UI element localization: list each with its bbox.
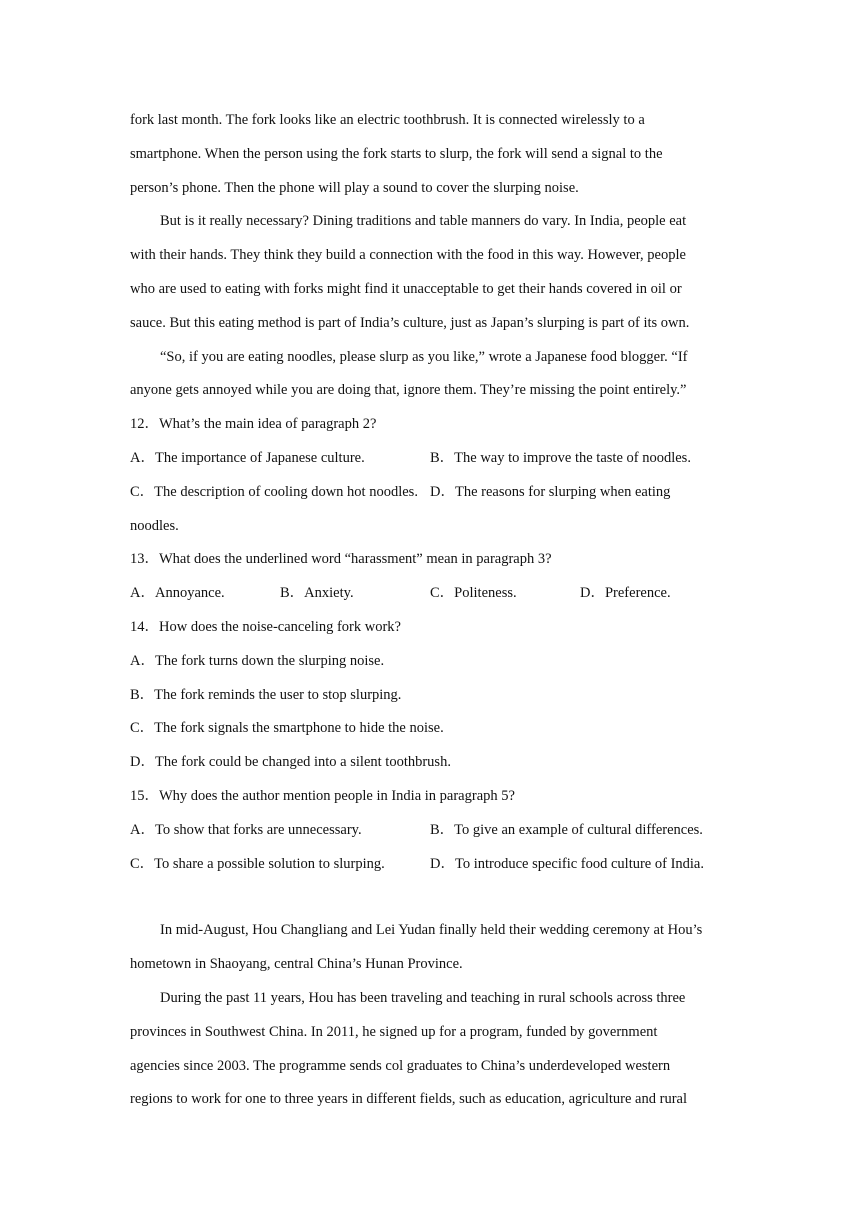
option-c: C．The fork signals the smartphone to hide the noise. <box>130 720 444 737</box>
options-row <box>130 476 730 510</box>
option-d: D．The reasons for slurping when eating <box>430 483 671 500</box>
question-14 <box>130 611 730 780</box>
option-d: D．Preference. <box>580 585 671 602</box>
text-line: smartphone. When the person using the fork starts to slurp, the fork will send a signal to the <box>130 145 663 162</box>
question-stem: 13．What does the underlined word “harassment” mean in paragraph 3? <box>130 551 552 568</box>
passage2-paragraph-1 <box>130 914 730 982</box>
text-line: agencies since 2003. The programme sends col graduates to China’s underdeveloped western <box>130 1057 671 1074</box>
passage1-paragraph-1 <box>130 104 730 205</box>
option-d: D．To introduce specific food culture of India. <box>430 855 704 872</box>
options-row <box>130 814 730 848</box>
option-d: D．The fork could be changed into a silent toothbrush. <box>130 754 451 771</box>
option-a: A．Annoyance. <box>130 585 225 602</box>
text-line: “So, if you are eating noodles, please slurp as you like,” wrote a Japanese food blogger. “If <box>160 348 688 365</box>
options-row <box>130 848 730 882</box>
option-b: B．To give an example of cultural differences. <box>430 821 703 838</box>
option-a: A．The importance of Japanese culture. <box>130 449 365 466</box>
options-row <box>130 577 730 611</box>
question-stem: 15．Why does the author mention people in India in paragraph 5? <box>130 787 515 804</box>
text-line: regions to work for one to three years in different fields, such as education, agriculture and rural <box>130 1091 687 1108</box>
text-line: But is it really necessary? Dining traditions and table manners do vary. In India, people eat <box>160 213 687 230</box>
text-line: sauce. But this eating method is part of India’s culture, just as Japan’s slurping is part of its own. <box>130 314 690 331</box>
option-b: B．The way to improve the taste of noodles. <box>430 449 691 466</box>
option-d-continuation: noodles. <box>130 517 179 534</box>
option-b: B．Anxiety. <box>280 585 354 602</box>
option-b: B．The fork reminds the user to stop slurping. <box>130 686 402 703</box>
question-13 <box>130 543 730 611</box>
question-12 <box>130 408 730 543</box>
passage1-paragraph-2 <box>130 205 730 340</box>
text-line: provinces in Southwest China. In 2011, he signed up for a program, funded by government <box>130 1023 658 1040</box>
option-c: C．Politeness. <box>430 585 517 602</box>
passage2-paragraph-2 <box>130 982 730 1117</box>
options-row <box>130 442 730 476</box>
text-line: anyone gets annoyed while you are doing that, ignore them. They’re missing the point entirely.” <box>130 382 687 399</box>
text-line: with their hands. They think they build a connection with the food in this way. However, people <box>130 247 686 264</box>
text-line: In mid-August, Hou Changliang and Lei Yudan finally held their wedding ceremony at Hou’s <box>160 922 703 939</box>
option-c: C．The description of cooling down hot noodles. <box>130 483 418 500</box>
option-a: A．The fork turns down the slurping noise. <box>130 652 385 669</box>
section-gap <box>130 881 730 914</box>
text-line: who are used to eating with forks might find it unacceptable to get their hands covered in oil or <box>130 280 682 297</box>
text-line: person’s phone. Then the phone will play a sound to cover the slurping noise. <box>130 179 579 196</box>
text-line: fork last month. The fork looks like an electric toothbrush. It is connected wirelessly to a <box>130 112 645 128</box>
passage1-paragraph-3 <box>130 341 730 409</box>
option-a: A．To show that forks are unnecessary. <box>130 821 362 838</box>
question-stem: 14．How does the noise-canceling fork work? <box>130 618 401 635</box>
document-page <box>130 104 730 1117</box>
question-stem: 12．What’s the main idea of paragraph 2? <box>130 416 377 433</box>
text-line: During the past 11 years, Hou has been traveling and teaching in rural schools across three <box>160 989 686 1006</box>
option-c: C．To share a possible solution to slurping. <box>130 855 385 872</box>
question-15 <box>130 780 730 881</box>
text-line: hometown in Shaoyang, central China’s Hunan Province. <box>130 956 463 973</box>
